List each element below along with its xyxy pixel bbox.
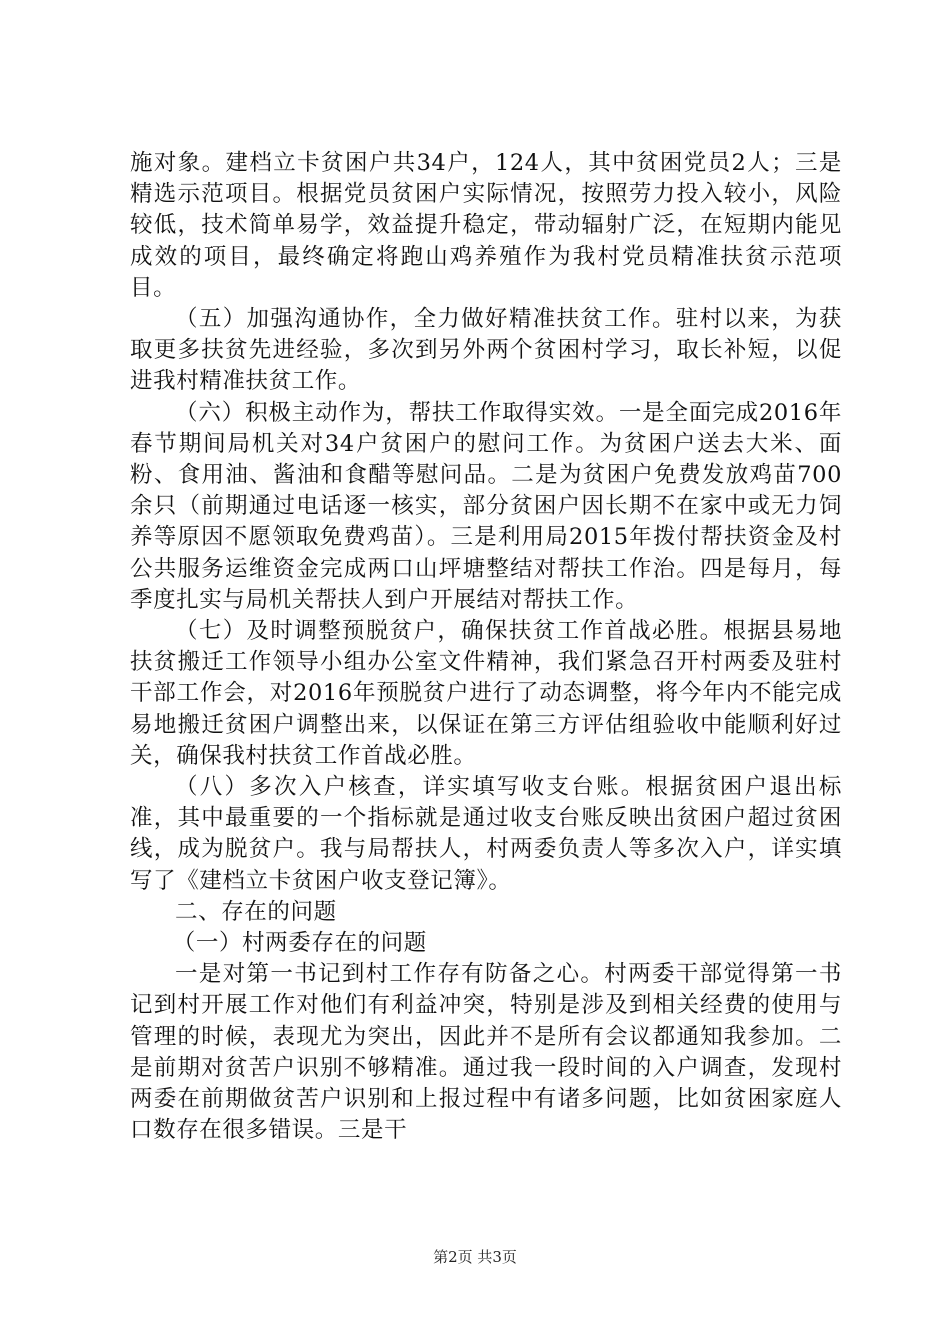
paragraph-1: 施对象。建档立卡贫困户共34户，124人，其中贫困党员2人；三是精选示范项目。根据党员贫困户实际情况，按照劳力投入较小，风险较低，技术简单易学，效益提升稳定，带动辐射广泛，在短期内能见成效的项目，最终确定将跑山鸡养殖作为我村党员精准扶贫示范项目。: [130, 150, 842, 301]
subsection-heading-1: （一）村两委存在的问题: [172, 930, 427, 957]
page-number: 第2页 共3页: [433, 1248, 517, 1266]
section-heading-2: 二、存在的问题: [175, 898, 337, 925]
paragraph-4: （七）及时调整预脱贫户，确保扶贫工作首战必胜。根据县易地扶贫搬迁工作领导小组办公室文件精神，我们紧急召开村两委及驻村干部工作会，对2016年预脱贫户进行了动态调整，将今年内不能完成易地搬迁贫困户调整出来，以保证在第三方评估组验收中能顺利好过关，确保我村扶贫工作首战必胜。: [130, 618, 842, 769]
paragraph-3: （六）积极主动作为，帮扶工作取得实效。一是全面完成2016年春节期间局机关对34户贫困户的慰问工作。为贫困户送去大米、面粉、食用油、酱油和食醋等慰问品。二是为贫困户免费发放鸡苗700余只（前期通过电话逐一核实，部分贫困户因长期不在家中或无力饲养等原因不愿领取免费鸡苗）。三是利用局2015年拨付帮扶资金及村公共服务运维资金完成两口山坪塘整结对帮扶工作治。四是每月，每季度扎实与局机关帮扶人到户开展结对帮扶工作。: [130, 399, 842, 613]
paragraph-5: （八）多次入户核查，详实填写收支台账。根据贫困户退出标准，其中最重要的一个指标就是通过收支台账反映出贫困户超过贫困线，成为脱贫户。我与局帮扶人，村两委负责人等多次入户，详实填写了《建档立卡贫困户收支登记簿》。: [130, 774, 842, 894]
paragraph-2: （五）加强沟通协作，全力做好精准扶贫工作。驻村以来，为获取更多扶贫先进经验，多次到另外两个贫困村学习，取长补短，以促进我村精准扶贫工作。: [130, 306, 842, 395]
document-body: [130, 148, 842, 1147]
paragraph-6: 一是对第一书记到村工作存有防备之心。村两委干部觉得第一书记到村开展工作对他们有利益冲突，特别是涉及到相关经费的使用与管理的时候，表现尤为突出，因此并不是所有会议都通知我参加。二是前期对贫苦户识别不够精准。通过我一段时间的入户调查，发现村两委在前期做贫苦户识别和上报过程中有诸多问题，比如贫困家庭人口数存在很多错误。三是干: [130, 961, 842, 1144]
